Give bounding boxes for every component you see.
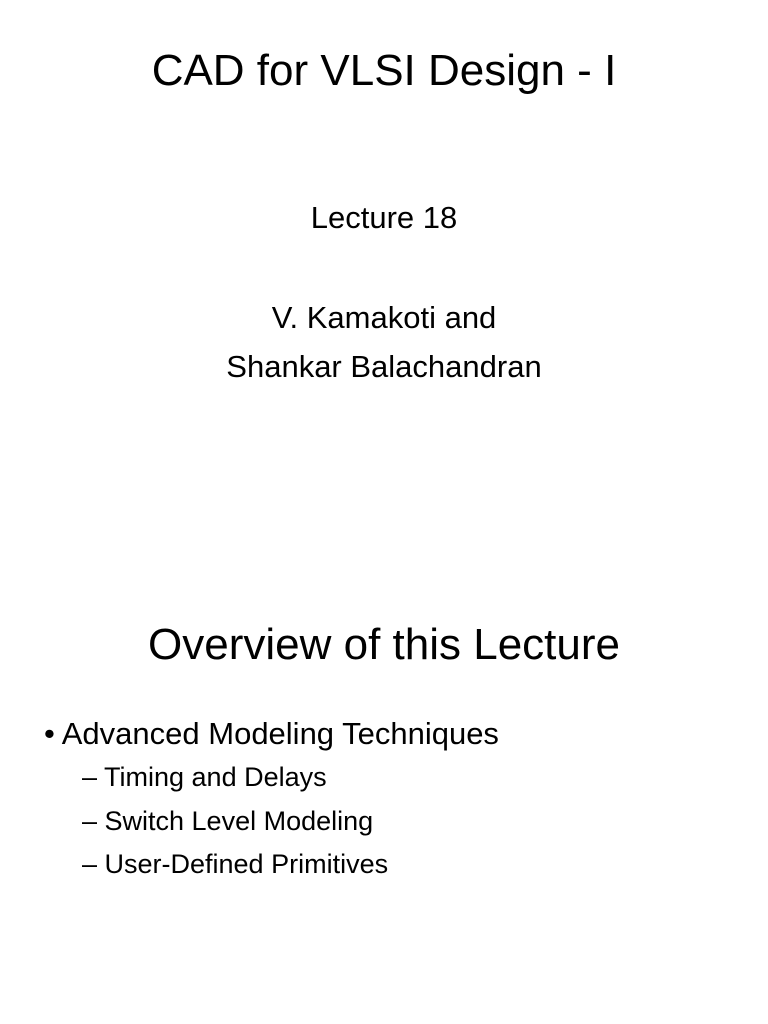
lecture-number: Lecture 18 bbox=[310, 200, 458, 235]
authors-line-1: V. Kamakoti and bbox=[271, 300, 497, 335]
bullet-item: • Advanced Modeling Techniques bbox=[44, 716, 499, 751]
overview-title: Overview of this Lecture bbox=[148, 620, 620, 669]
slide-title: CAD for VLSI Design - I bbox=[151, 46, 617, 95]
sub-item: – Timing and Delays bbox=[82, 762, 327, 792]
sub-item: – User-Defined Primitives bbox=[82, 849, 389, 879]
authors-line-2: Shankar Balachandran bbox=[226, 349, 542, 384]
sub-item: – Switch Level Modeling bbox=[82, 806, 374, 836]
